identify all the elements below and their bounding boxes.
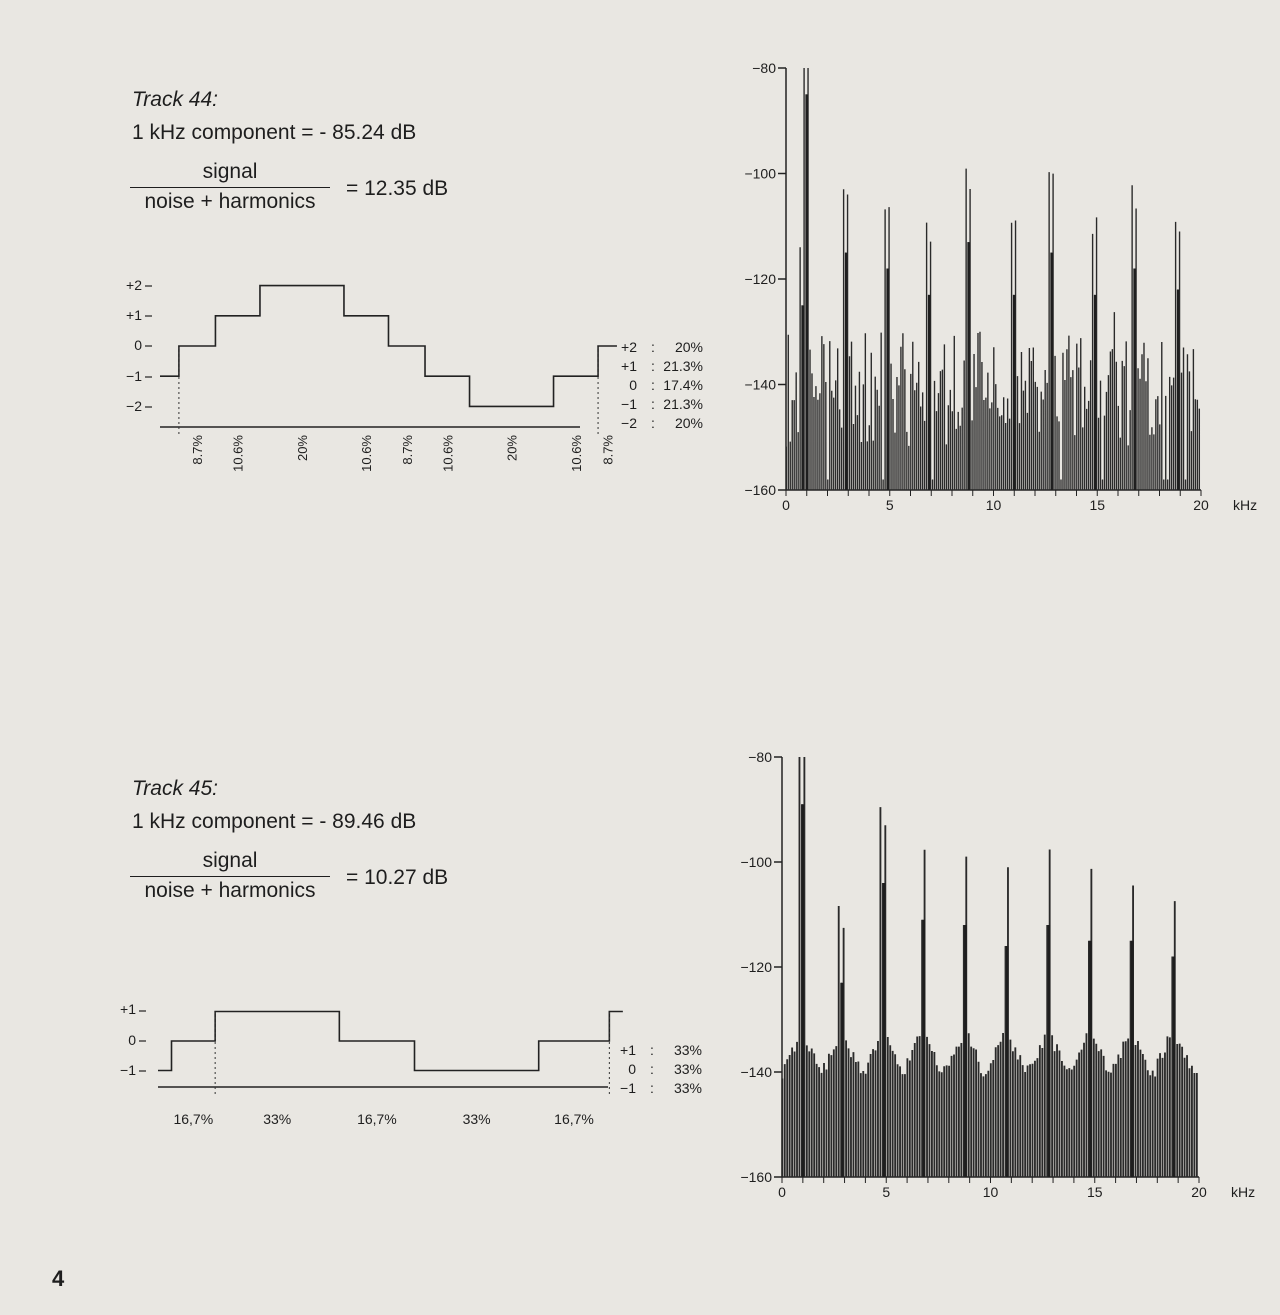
distribution-percent: 21.3%	[663, 358, 703, 374]
spectrum-y-tick-label: −160	[740, 1169, 772, 1185]
track45-level-label: −1	[120, 1062, 136, 1078]
track45-level-distribution	[620, 1042, 702, 1096]
duration-label: 8.7%	[190, 435, 206, 465]
spectrum-x-tick-label: 10	[982, 1184, 999, 1200]
track45-title: Track 45:	[132, 777, 218, 800]
duration-label: 8.7%	[399, 435, 415, 465]
distribution-percent: 17.4%	[663, 377, 703, 393]
waveform-step-line	[160, 286, 617, 407]
distribution-colon: :	[651, 377, 655, 393]
page-number: 4	[52, 1266, 65, 1291]
distribution-level: +1	[620, 1042, 636, 1058]
distribution-colon: :	[650, 1061, 654, 1077]
distribution-percent: 20%	[674, 339, 703, 355]
duration-label: 16,7%	[173, 1111, 214, 1127]
spectrum-y-tick-label: −100	[740, 854, 772, 870]
distribution-percent: 33%	[673, 1042, 702, 1058]
distribution-percent: 20%	[674, 415, 703, 431]
track44-ratio-denominator: noise + harmonics	[130, 187, 330, 214]
distribution-colon: :	[650, 1080, 654, 1096]
distribution-level: 0	[628, 1061, 636, 1077]
spectrum-y-tick-label: −80	[748, 749, 772, 765]
track44-level-label: 0	[134, 337, 142, 353]
track45-level-label: 0	[128, 1032, 136, 1048]
spectrum-y-tick-label: −80	[752, 60, 776, 76]
duration-label: 8.7%	[600, 435, 616, 465]
spectrum-x-tick-label: 5	[882, 1184, 891, 1200]
spectrum-x-tick-label: 0	[782, 497, 790, 513]
track45-ratio-value: = 10.27 dB	[346, 866, 449, 889]
track44-level-label: +2	[126, 277, 142, 293]
spectrum-x-tick-label: 15	[1086, 1184, 1103, 1200]
duration-label: 10.6%	[230, 435, 246, 472]
distribution-colon: :	[650, 1042, 654, 1058]
distribution-level: +2	[621, 339, 637, 355]
distribution-level: −1	[621, 396, 637, 412]
spectrum-x-tick-label: 20	[1193, 497, 1209, 513]
spectrum-x-tick-label: 10	[985, 497, 1002, 513]
waveform-step-line	[158, 1012, 623, 1071]
spectrum-bars	[782, 757, 1197, 1177]
spectrum-y-tick-label: −160	[744, 482, 776, 498]
spectrum-y-tick-label: −140	[740, 1064, 772, 1080]
track45-ratio-numerator: signal	[202, 849, 258, 872]
duration-label: 10.6%	[568, 435, 584, 472]
track45-component: 1 kHz component = - 89.46 dB	[132, 810, 417, 833]
track45-level-label: +1	[120, 1001, 136, 1017]
track44-component: 1 kHz component = - 85.24 dB	[132, 121, 417, 144]
duration-label: 10.6%	[359, 435, 375, 472]
spectrum-x-tick-label: 5	[885, 497, 894, 513]
track44-level-label: −2	[126, 398, 142, 414]
track45-waveform-diagram	[120, 1001, 623, 1127]
track44-level-label: −1	[126, 368, 142, 384]
duration-label: 10.6%	[440, 435, 456, 472]
track44-ratio-value: = 12.35 dB	[346, 177, 449, 200]
distribution-colon: :	[651, 358, 655, 374]
duration-label: 16,7%	[357, 1111, 397, 1127]
track45-spectrum-chart	[740, 749, 1255, 1200]
distribution-percent: 21.3%	[663, 396, 703, 412]
track45-ratio-denominator: noise + harmonics	[130, 876, 330, 903]
distribution-percent: 33%	[673, 1061, 702, 1077]
spectrum-y-tick-label: −120	[744, 271, 776, 287]
distribution-colon: :	[651, 339, 655, 355]
spectrum-bars	[786, 68, 1199, 490]
spectrum-x-tick-label: 15	[1089, 497, 1106, 513]
duration-label: 20%	[294, 435, 310, 462]
distribution-level: 0	[629, 377, 637, 393]
track44-waveform-diagram	[126, 277, 617, 472]
distribution-level: +1	[621, 358, 637, 374]
spectrum-x-axis-label: kHz	[1233, 497, 1258, 513]
track44-title: Track 44:	[132, 88, 218, 111]
spectrum-x-axis-label: kHz	[1231, 1184, 1256, 1200]
spectrum-y-tick-label: −100	[744, 165, 776, 182]
distribution-level: −2	[621, 415, 637, 431]
track44-level-distribution	[621, 339, 703, 431]
duration-label: 33%	[263, 1111, 292, 1127]
distribution-level: −1	[620, 1080, 636, 1096]
distribution-percent: 33%	[673, 1080, 702, 1096]
duration-label: 33%	[462, 1111, 491, 1127]
duration-label: 20%	[504, 435, 520, 462]
track44-ratio-numerator: signal	[202, 160, 258, 183]
distribution-colon: :	[651, 396, 655, 412]
spectrum-y-tick-label: −120	[740, 959, 772, 975]
duration-label: 16,7%	[554, 1111, 594, 1127]
track44-spectrum-chart	[744, 60, 1257, 513]
spectrum-x-tick-label: 20	[1191, 1184, 1207, 1200]
spectrum-y-tick-label: −140	[744, 376, 776, 393]
spectrum-x-tick-label: 0	[778, 1184, 786, 1200]
distribution-colon: :	[651, 415, 655, 431]
track44-level-label: +1	[126, 307, 142, 323]
